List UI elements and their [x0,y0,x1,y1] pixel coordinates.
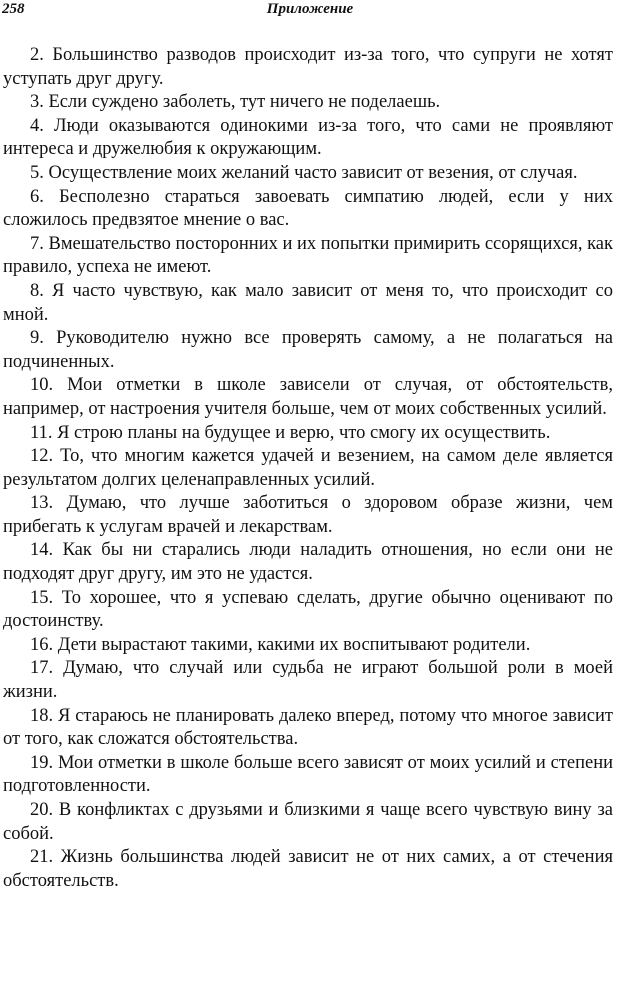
questionnaire-item: 19. Мои отметки в школе больше всего зависят от моих усилий и степени подготовленности. [3,752,613,797]
questionnaire-item: 7. Вмешательство посторонних и их попытки примирить ссорящихся, как правило, успеха не имеют. [3,233,613,278]
questionnaire-item: 11. Я строю планы на будущее и верю, что смогу их осуществить. [30,422,551,443]
questionnaire-item: 5. Осуществление моих желаний часто зависит от везения, от случая. [30,162,578,183]
questionnaire-item: 21. Жизнь большинства людей зависит не от них самих, а от стечения обстоятельств. [3,847,613,891]
questionnaire-item: 4. Люди оказываются одинокими из-за того, что сами не проявляют интереса и дружелюбия к окружающим. [3,115,613,160]
questionnaire-item: 6. Бесполезно стараться завоевать симпатию людей, если у них сложилось предвзятое мнение о вас. [3,186,613,231]
page-header [0,0,620,24]
page-number: 258 [2,1,25,17]
questionnaire-item: 14. Как бы ни старались люди наладить отношения, но если они не подходят друг другу, им это не удастся. [3,540,613,585]
questionnaire-items [3,44,613,893]
questionnaire-item: 8. Я часто чувствую, как мало зависит от меня то, что происходит со мной. [3,280,613,325]
questionnaire-item: 10. Мои отметки в школе зависели от случая, от обстоятельств, например, от настроения учителя больше, чем от моих собственных усилий. [3,375,613,419]
questionnaire-item: 15. То хорошее, что я успеваю сделать, другие обычно оценивают по достоинству. [3,587,613,632]
running-title: Приложение [266,1,354,17]
questionnaire-item: 3. Если суждено заболеть, тут ничего не поделаешь. [30,92,441,113]
questionnaire-item: 12. То, что многим кажется удачей и везением, на самом деле является результатом долгих целенаправленных усилий. [3,446,613,490]
questionnaire-item: 18. Я стараюсь не планировать далеко вперед, потому что многое зависит от того, как сложатся обстоятельства. [3,705,613,750]
questionnaire-item: 16. Дети вырастают такими, какими их воспитывают родители. [30,634,531,655]
questionnaire-item: 20. В конфликтах с друзьями и близкими я чаще всего чувствую вину за собой. [3,800,613,844]
questionnaire-item: 9. Руководителю нужно все проверять самому, а не полагаться на подчиненных. [3,328,613,372]
questionnaire-item: 17. Думаю, что случай или судьба не играют большой роли в моей жизни. [3,658,613,703]
questionnaire-item: 2. Большинство разводов происходит из-за того, что супруги не хотят уступать друг другу. [3,45,613,89]
questionnaire-item: 13. Думаю, что лучше заботиться о здоровом образе жизни, чем прибегать к услугам врачей и лекарствам. [3,493,613,537]
